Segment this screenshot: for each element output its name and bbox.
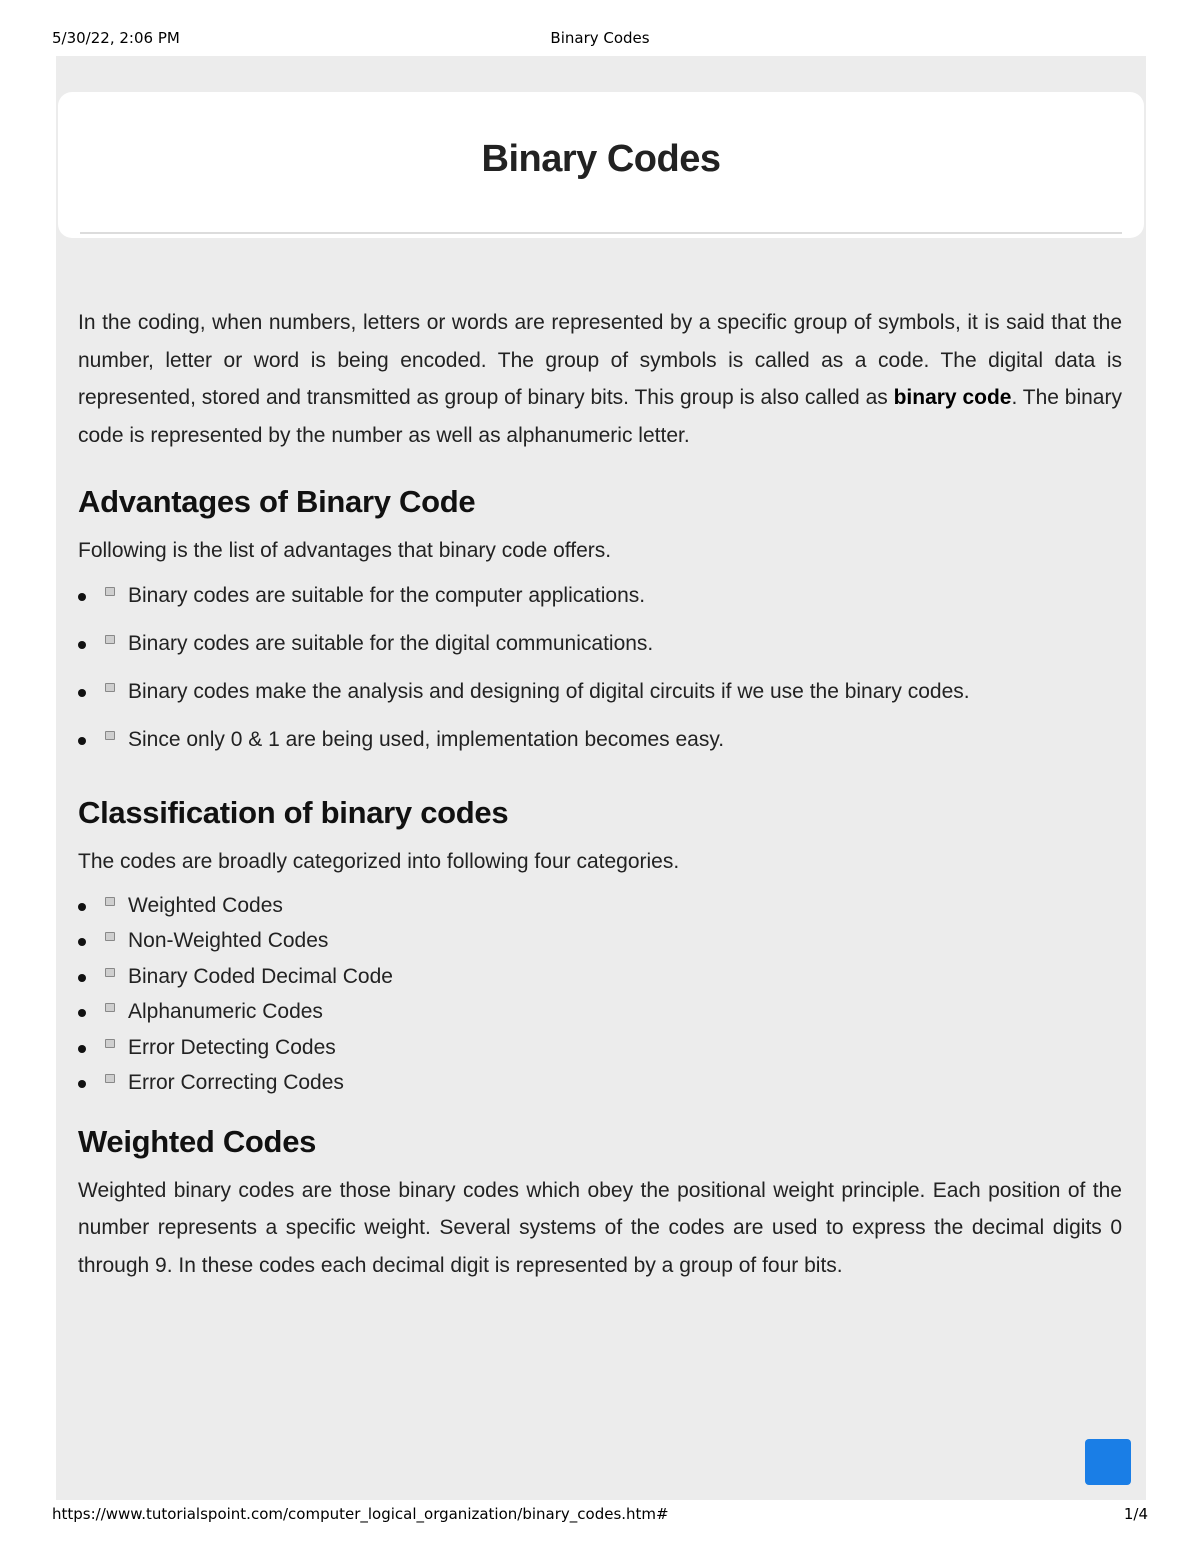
bullet-dot-icon xyxy=(78,737,86,745)
checkbox-square-icon xyxy=(105,1003,115,1012)
title-card xyxy=(58,92,1144,238)
print-header xyxy=(52,29,1148,49)
list-item xyxy=(78,677,1122,707)
list-item xyxy=(78,1033,1122,1063)
checkbox-square-icon xyxy=(105,731,115,740)
bullet-dot-icon xyxy=(78,593,86,601)
checkbox-square-icon xyxy=(105,587,115,596)
bullet-dot-icon xyxy=(78,689,86,697)
bullet-dot-icon xyxy=(78,641,86,649)
weighted-heading: Weighted Codes xyxy=(78,1123,317,1159)
advantages-list xyxy=(78,581,1122,755)
list-item-text: Binary codes make the analysis and designing of digital circuits if we use the binary codes. xyxy=(128,679,970,703)
intro-paragraph xyxy=(78,304,1122,454)
list-item xyxy=(78,962,1122,992)
bullet-dot-icon xyxy=(78,1045,86,1053)
print-datetime: 5/30/22, 2:06 PM xyxy=(52,29,180,47)
classification-list xyxy=(78,891,1122,1098)
list-item-text: Weighted Codes xyxy=(128,894,283,917)
advantages-lead: Following is the list of advantages that binary code offers. xyxy=(78,539,612,562)
list-item xyxy=(78,1068,1122,1098)
checkbox-square-icon xyxy=(105,635,115,644)
list-item-text: Binary codes are suitable for the digital communications. xyxy=(128,631,654,655)
list-item xyxy=(78,997,1122,1027)
list-item xyxy=(78,629,1122,659)
intro-text-after: . The binary code is represented by the number as well as alphanumeric letter. xyxy=(78,386,1122,447)
list-item-text: Non-Weighted Codes xyxy=(128,929,329,953)
article-body xyxy=(78,304,1122,1284)
list-item-text: Alphanumeric Codes xyxy=(128,1000,323,1024)
bullet-dot-icon xyxy=(78,974,86,982)
intro-bold-term: binary code xyxy=(893,386,1012,409)
bullet-dot-icon xyxy=(78,1080,86,1088)
page-content-area xyxy=(56,56,1146,1500)
list-item xyxy=(78,725,1122,755)
checkbox-square-icon xyxy=(105,968,115,977)
list-item-text: Since only 0 & 1 are being used, implementation becomes easy. xyxy=(128,727,725,751)
weighted-paragraph: Weighted binary codes are those binary codes which obey the positional weight principle. Each position of the number represents a specific weight. Several systems of the codes are used to express the decimal digits 0 through 9. In these codes each decimal digit is represented by a group of four bits. xyxy=(78,1178,1122,1277)
bullet-dot-icon xyxy=(78,938,86,946)
list-item xyxy=(78,581,1122,611)
advantages-heading: Advantages of Binary Code xyxy=(78,484,476,519)
print-footer xyxy=(52,1505,1148,1525)
checkbox-square-icon xyxy=(105,1074,115,1083)
checkbox-square-icon xyxy=(105,683,115,692)
checkbox-square-icon xyxy=(105,1039,115,1048)
bullet-dot-icon xyxy=(78,903,86,911)
checkbox-square-icon xyxy=(105,897,115,906)
list-item xyxy=(78,891,1122,921)
scroll-to-top-button[interactable] xyxy=(1085,1439,1131,1485)
classification-heading: Classification of binary codes xyxy=(78,794,509,830)
list-item-text: Error Correcting Codes xyxy=(128,1070,344,1094)
checkbox-square-icon xyxy=(105,932,115,941)
list-item-text: Error Detecting Codes xyxy=(128,1035,336,1059)
title-divider xyxy=(80,232,1122,234)
bullet-dot-icon xyxy=(78,1009,86,1017)
print-url: https://www.tutorialspoint.com/computer_logical_organization/binary_codes.htm# xyxy=(52,1505,669,1523)
list-item-text: Binary Coded Decimal Code xyxy=(128,964,393,988)
list-item-text: Binary codes are suitable for the computer applications. xyxy=(128,583,646,607)
classification-lead: The codes are broadly categorized into following four categories. xyxy=(78,849,680,873)
list-item xyxy=(78,926,1122,956)
print-page-number: 1/4 xyxy=(1123,1505,1148,1523)
intro-text-before: In the coding, when numbers, letters or words are represented by a specific group of symbols, it is said that the number, letter or word is being encoded. The group of symbols is called as a code. The digital data is represented, stored and transmitted as group of binary bits. This group is also called as xyxy=(78,311,1122,409)
print-doc-title: Binary Codes xyxy=(550,29,650,47)
page-title: Binary Codes xyxy=(481,138,721,180)
